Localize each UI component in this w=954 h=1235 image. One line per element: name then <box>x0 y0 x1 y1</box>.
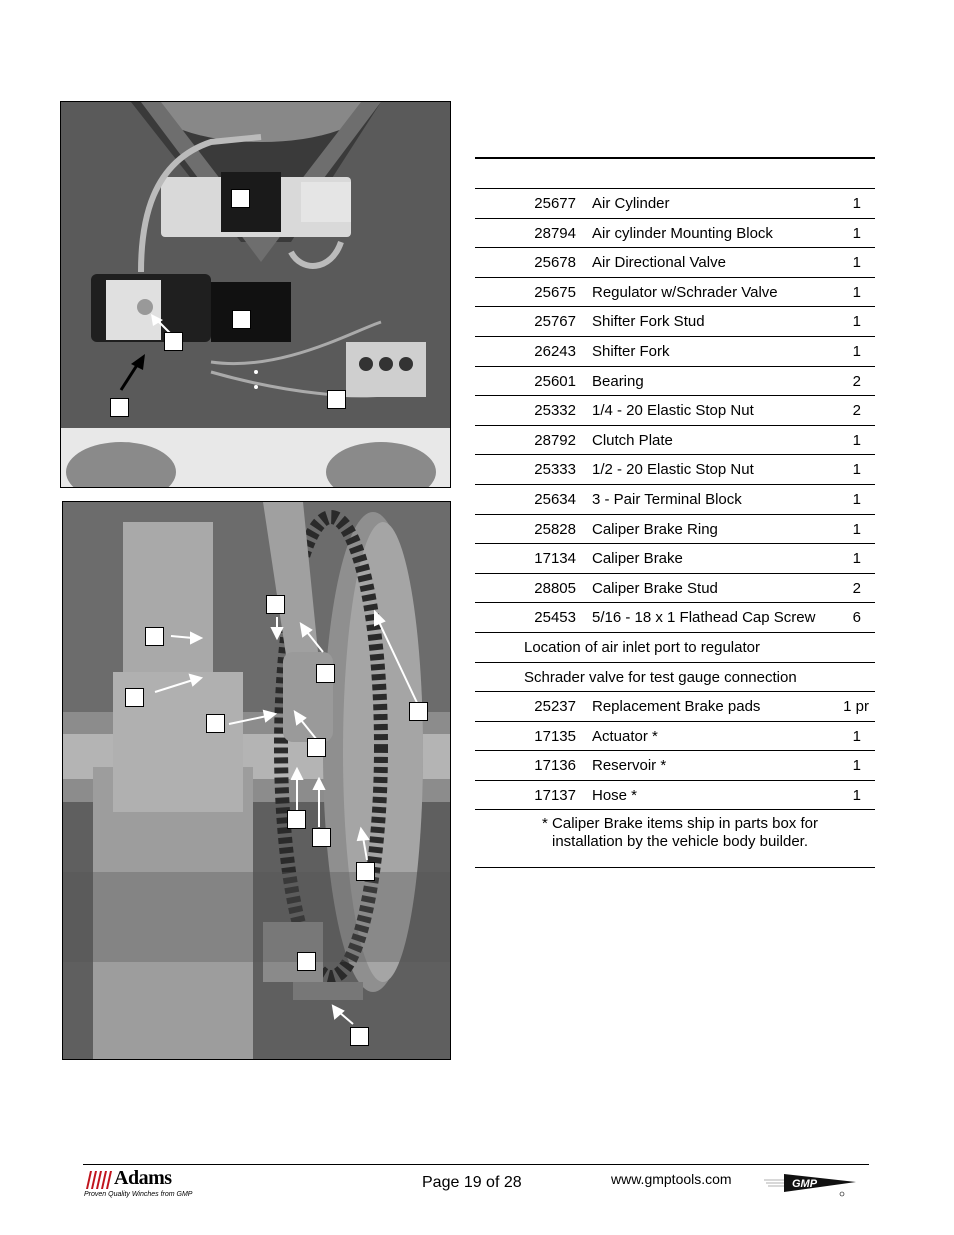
part-qty: 1 <box>852 342 861 360</box>
part-qty: 1 <box>852 550 861 568</box>
table-row <box>475 692 875 722</box>
table-row <box>475 307 875 337</box>
adams-logo <box>84 1167 194 1209</box>
adams-stripes-icon <box>84 1169 114 1191</box>
callout-box <box>287 810 306 829</box>
table-row <box>475 455 875 485</box>
footnote-line-2: installation by the vehicle body builder. <box>552 833 808 851</box>
callout-box <box>232 310 251 329</box>
callout-box <box>350 1027 369 1046</box>
part-number: 28805 <box>534 579 576 597</box>
callout-box <box>145 627 164 646</box>
part-number: 25767 <box>534 313 576 331</box>
part-number: 25634 <box>534 490 576 508</box>
part-description: 3 - Pair Terminal Block <box>592 490 742 508</box>
part-qty: 1 <box>852 283 861 301</box>
callout-box <box>231 189 250 208</box>
part-qty: 1 <box>852 786 861 804</box>
part-description: 1/4 - 20 Elastic Stop Nut <box>592 402 754 420</box>
part-number: 25332 <box>534 402 576 420</box>
callout-box <box>356 862 375 881</box>
table-row <box>475 485 875 515</box>
gmp-logo <box>764 1168 864 1200</box>
page-number: Page 19 of 28 <box>422 1174 522 1191</box>
part-qty: 1 <box>852 757 861 775</box>
table-row <box>475 603 875 633</box>
brand-name: Adams <box>114 1167 172 1189</box>
callout-box <box>327 390 346 409</box>
part-qty: 1 <box>852 727 861 745</box>
callout-box <box>312 828 331 847</box>
callout-box <box>164 332 183 351</box>
table-row <box>475 396 875 426</box>
part-number: 28792 <box>534 431 576 449</box>
part-description: 1/2 - 20 Elastic Stop Nut <box>592 461 754 479</box>
table-row <box>475 248 875 278</box>
part-qty: 2 <box>852 579 861 597</box>
photo-air-valve-assembly <box>60 101 451 488</box>
part-description: Reservoir * <box>592 757 667 775</box>
part-number: 25678 <box>534 254 576 272</box>
part-description: Shifter Fork Stud <box>592 313 705 331</box>
note-text: Schrader valve for test gauge connection <box>524 668 797 686</box>
part-qty: 1 <box>852 520 861 538</box>
part-description: Air cylinder Mounting Block <box>592 224 773 242</box>
part-number: 25453 <box>534 609 576 627</box>
part-qty: 1 <box>852 313 861 331</box>
part-number: 25601 <box>534 372 576 390</box>
callout-box <box>307 738 326 757</box>
part-number: 25677 <box>534 195 576 212</box>
part-number: 25675 <box>534 283 576 301</box>
table-row <box>475 278 875 308</box>
part-qty: 1 pr <box>843 698 869 716</box>
part-description: 5/16 - 18 x 1 Flathead Cap Screw <box>592 609 816 627</box>
part-description: Caliper Brake Ring <box>592 520 718 538</box>
part-description: Hose * <box>592 786 638 804</box>
footnote-line-1: * Caliper Brake items ship in parts box for <box>542 815 818 833</box>
footnote <box>475 810 875 868</box>
part-qty: 1 <box>852 461 861 479</box>
part-qty: 2 <box>852 402 861 420</box>
part-description: Clutch Plate <box>592 431 673 449</box>
part-description: Shifter Fork <box>592 342 670 360</box>
part-number: 25333 <box>534 461 576 479</box>
callout-box <box>297 952 316 971</box>
part-qty: 6 <box>852 609 861 627</box>
table-row <box>475 722 875 752</box>
part-qty: 1 <box>852 195 861 212</box>
table-row <box>475 367 875 397</box>
part-number: 17136 <box>534 757 576 775</box>
table-row <box>475 426 875 456</box>
part-number: 17134 <box>534 550 576 568</box>
callout-box <box>316 664 335 683</box>
table-row <box>475 515 875 545</box>
website-link[interactable]: www.gmptools.com <box>611 1171 732 1187</box>
part-description: Caliper Brake Stud <box>592 579 718 597</box>
part-number: 26243 <box>534 342 576 360</box>
table-row <box>475 219 875 249</box>
brand-tagline: Proven Quality Winches from GMP <box>84 1191 193 1198</box>
table-row <box>475 781 875 811</box>
parts-list-table <box>475 157 875 868</box>
table-row <box>475 751 875 781</box>
footer-divider <box>83 1164 869 1165</box>
part-qty: 2 <box>852 372 861 390</box>
table-row <box>475 189 875 219</box>
part-number: 17135 <box>534 727 576 745</box>
part-qty: 1 <box>852 490 861 508</box>
note-text: Location of air inlet port to regulator <box>524 638 760 656</box>
part-qty: 1 <box>852 431 861 449</box>
gmp-logo-text: GMP <box>792 1178 818 1190</box>
part-description: Bearing <box>592 372 644 390</box>
table-note-row <box>475 663 875 693</box>
part-number: 17137 <box>534 786 576 804</box>
callout-box <box>110 398 129 417</box>
callout-box <box>266 595 285 614</box>
part-description: Replacement Brake pads <box>592 698 761 716</box>
photo-clutch-brake-assembly <box>62 501 451 1060</box>
part-qty: 1 <box>852 254 861 272</box>
part-description: Actuator * <box>592 727 658 745</box>
part-description: Regulator w/Schrader Valve <box>592 283 778 301</box>
part-number: 25828 <box>534 520 576 538</box>
table-note-row <box>475 633 875 663</box>
part-number: 28794 <box>534 224 576 242</box>
part-qty: 1 <box>852 224 861 242</box>
part-description: Air Directional Valve <box>592 254 726 272</box>
part-description: Air Cylinder <box>592 195 670 212</box>
callout-box <box>409 702 428 721</box>
table-header-row <box>475 159 875 189</box>
callout-box <box>125 688 144 707</box>
callout-box <box>206 714 225 733</box>
table-row <box>475 574 875 604</box>
table-row <box>475 337 875 367</box>
part-description: Caliper Brake <box>592 550 683 568</box>
table-row <box>475 544 875 574</box>
part-number: 25237 <box>534 698 576 716</box>
